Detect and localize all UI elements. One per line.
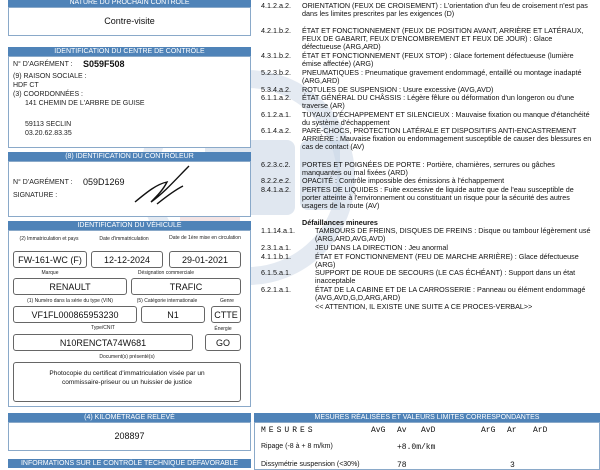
defects-column	[256, 0, 600, 470]
defect-text: ÉTAT ET FONCTIONNEMENT (FEUX STOP) : Glace fortement défectueuse (lumière émise affectée) (ARG)	[302, 51, 574, 69]
defect-text: ÉTAT ET FONCTIONNEMENT (FEUX DE POSITION AVANT, ARRIÈRE ET LATÉRAUX, FEUX DE GABARIT, FEUX D'ENCOMBREMENT ET FEUX DE JOUR) : Glace défectueuse (ARG,ARD)	[302, 26, 584, 52]
docs-value: Photocopie du certificat d'immatriculation visée par un commissaire-priseur ou un huissier de justice	[13, 362, 241, 402]
info-header: INFORMATIONS SUR LE CONTRÔLE TECHNIQUE DÉFAVORABLE	[8, 459, 251, 468]
controller-agreement-value: 059D1269	[83, 177, 125, 187]
defect-code: 4.1.1.b.1.	[261, 251, 291, 261]
defect-text: OPACITÉ : Contrôle impossible des émissions à l'échappement	[302, 176, 505, 186]
mileage-box	[8, 422, 251, 451]
type-value: N10RENCTA74W681	[13, 334, 193, 351]
address-line2: 59113 SECLIN	[25, 121, 72, 128]
company-label: (9) RAISON SOCIALE :	[13, 73, 87, 80]
energy-value: GO	[205, 334, 241, 351]
defect-code: 6.1.4.a.2.	[261, 126, 291, 136]
defect-code: 1.1.14.a.1.	[261, 226, 295, 236]
next-check-header: NATURE DU PROCHAIN CONTRÔLE	[8, 0, 251, 7]
defect-text: ROTULES DE SUSPENSION : Usure excessive (AVG,AVD)	[302, 84, 494, 94]
measures-col-left-2: Av	[397, 426, 407, 435]
model-label: Désignation commerciale	[137, 270, 195, 276]
measures-col-left-1: AvG	[371, 426, 386, 435]
defect-text: JEU DANS LA DIRECTION : Jeu anormal	[315, 243, 449, 253]
defect-code: 8.4.1.a.2.	[261, 184, 291, 194]
center-header: IDENTIFICATION DU CENTRE DE CONTRÔLE	[8, 47, 251, 56]
defect-text: PARE-CHOCS, PROTECTION LATÉRALE ET DISPOSITIFS ANTI-ENCASTREMENT ARRIÈRE : Mauvaise fixation ou endommagement susceptible de causer des blessures en cas de contact (AV)	[302, 126, 592, 152]
brand-label: Marque	[41, 270, 59, 276]
defect-code: 6.2.1.a.1.	[261, 284, 291, 294]
mileage-header: (4) KILOMÉTRAGE RELEVÉ	[8, 413, 251, 422]
measures-header: MESURES RÉALISÉES ET VALEURS LIMITES CORRESPONDANTES	[254, 413, 600, 422]
defect-code: 6.1.2.a.1.	[261, 109, 291, 119]
defect-code: 6.1.5.a.1.	[261, 268, 291, 278]
vin-value: VF1FL000865953230	[13, 306, 137, 323]
reg-label: (2) Immatriculation et pays	[19, 236, 79, 242]
next-check-value: Contre-visite	[104, 16, 155, 26]
signature-label: SIGNATURE :	[13, 192, 58, 199]
controller-agreement-label: N° D'AGRÉMENT :	[13, 179, 73, 186]
defect-text: TUYAUX D'ÉCHAPPEMENT ET SILENCIEUX : Mauvaise fixation ou manque d'étanchéité du système d'échappement	[302, 109, 590, 127]
signature-image	[127, 162, 197, 214]
center-box	[8, 56, 251, 148]
measure-row-label: Dissymétrie suspension (<30%)	[261, 461, 360, 468]
defect-code: 8.2.2.e.2.	[261, 176, 291, 186]
defect-code: 5.2.3.b.2.	[261, 67, 291, 77]
defect-code: 6.1.1.a.2.	[261, 92, 291, 102]
controller-box	[8, 161, 251, 217]
reg-value: FW-161-WC (F)	[13, 251, 87, 268]
first-reg-label: Date de 1ère mise en circulation	[169, 235, 241, 241]
genre-value: CTTE	[211, 306, 241, 323]
defect-code: 2.3.1.a.1.	[261, 243, 291, 253]
docs-label: Document(s) présenté(s)	[99, 354, 155, 360]
measures-box	[254, 422, 600, 470]
model-value: TRAFIC	[131, 278, 241, 295]
next-check-box	[8, 7, 251, 36]
measure-row-value: 78	[397, 461, 407, 470]
defect-text: PORTES ET POIGNÉES DE PORTE : Portière, charnières, serrures ou gâches manquantes ou mal fixées (ARD)	[302, 159, 555, 177]
defect-text: PNEUMATIQUES : Pneumatique gravement endommagé, entaillé ou montage inadapté (ARG,ARD)	[302, 67, 582, 85]
date-value: 12-12-2024	[91, 251, 163, 268]
left-column	[0, 0, 251, 470]
measures-col-left-3: AvD	[421, 426, 436, 435]
phone: 03.20.62.83.35	[25, 130, 72, 137]
defect-code: 4.2.1.b.2.	[261, 26, 291, 36]
vehicle-box	[8, 230, 251, 407]
category-value: N1	[141, 306, 205, 323]
date-label: Date d'immatriculation	[99, 236, 149, 242]
genre-label: Genre	[220, 298, 234, 304]
first-reg-value: 29-01-2021	[169, 251, 241, 268]
center-agreement-label: N° D'AGRÉMENT :	[13, 61, 73, 68]
energy-label: Énergie	[214, 326, 232, 332]
defect-text: PERTES DE LIQUIDES : Fuite excessive de liquide autre que de l'eau susceptible de porter atteinte à l'environnement ou constituant un risque pour la sécurité des autres usagers de la route (AV)	[302, 184, 574, 210]
defect-text: TAMBOURS DE FREINS, DISQUES DE FREINS : Disque ou tambour légèrement usé (ARG,ARD,AVG,AVD)	[315, 226, 591, 244]
continuation-notice: << ATTENTION, IL EXISTE UNE SUITE A CE PROCES-VERBAL>>	[315, 301, 533, 311]
measures-col-right-2: Ar	[507, 426, 517, 435]
measures-title: MESURES	[261, 426, 316, 435]
controller-header: (8) IDENTIFICATION DU CONTRÔLEUR	[8, 152, 251, 161]
measure-row-label: Ripage (-8 à + 8 m/km)	[261, 443, 333, 450]
defect-code: 6.2.3.c.2.	[261, 159, 291, 169]
address-line1: 141 CHEMIN DE L'ARBRE DE GUISE	[25, 100, 145, 107]
defect-text: ÉTAT ET FONCTIONNEMENT (FEU DE MARCHE ARRIÈRE) : Glace défectueuse (ARG)	[315, 251, 579, 269]
measure-row-value: +8.0m/km	[397, 443, 436, 452]
minor-defects-header: Défaillances mineures	[302, 218, 378, 228]
defect-text: ÉTAT GÉNÉRAL DU CHÂSSIS : Légère fêlure ou déformation d'un longeron ou d'une traverse (AR)	[302, 92, 575, 110]
contact-label: (3) COORDONNÉES :	[13, 91, 84, 98]
defect-code: 4.1.2.a.2.	[261, 1, 291, 10]
measure-row-right-value: 3	[510, 461, 515, 470]
brand-value: RENAULT	[13, 278, 127, 295]
company-value: HDF CT	[13, 82, 39, 89]
defect-text: ÉTAT DE LA CABINE ET DE LA CARROSSERIE : Panneau ou élément endommagé (AVG,AVD,G,D,ARG,ARD)	[315, 284, 586, 302]
center-agreement-value: S059F508	[83, 59, 125, 69]
defect-code: 5.3.4.a.2.	[261, 84, 291, 94]
vehicle-header: IDENTIFICATION DU VÉHICULE	[8, 221, 251, 230]
measures-col-right-1: ArG	[481, 426, 496, 435]
defect-code: 4.3.1.b.2.	[261, 51, 291, 61]
vin-label: (1) Numéro dans la série du type (VIN)	[27, 298, 113, 304]
mileage-value: 208897	[114, 431, 145, 441]
defect-text: SUPPORT DE ROUE DE SECOURS (LE CAS ÉCHÉANT) : Support dans un état inacceptable	[315, 268, 576, 286]
category-label: (5) Catégorie internationale	[136, 298, 198, 304]
measures-col-right-3: ArD	[533, 426, 548, 435]
defect-text: ORIENTATION (FEUX DE CROISEMENT) : L'orientation d'un feu de croisement n'est pas dans les limites prescrites par les exigences (D)	[302, 1, 588, 18]
type-label: Type/CNIT	[91, 325, 115, 331]
